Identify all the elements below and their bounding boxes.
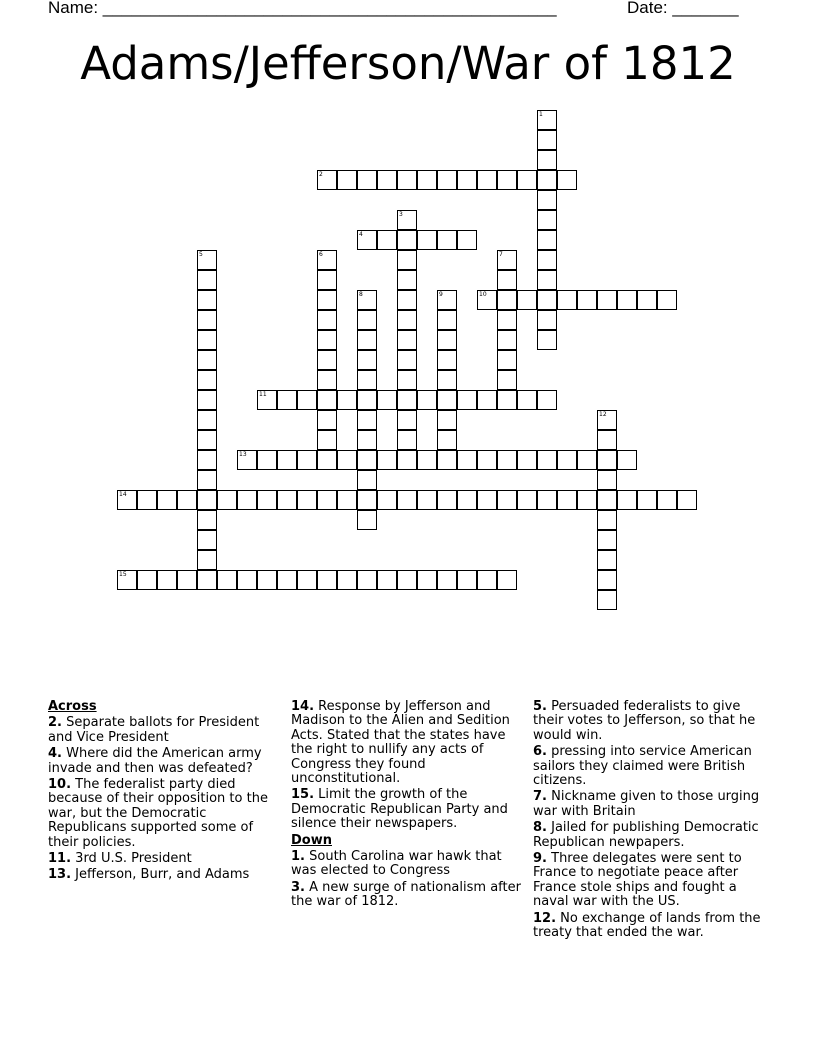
grid-cell[interactable] <box>397 230 417 250</box>
grid-cell[interactable] <box>597 290 617 310</box>
clue-across-15: 15. Limit the growth of the Democratic Republican Party and silence their newspapers. <box>291 787 508 832</box>
grid-cell[interactable] <box>237 490 257 510</box>
clue-number: 14 <box>119 491 127 498</box>
grid-cell[interactable] <box>497 450 517 470</box>
clue-number: 3 <box>399 211 403 218</box>
grid-cell[interactable] <box>497 370 517 390</box>
grid-cell[interactable] <box>537 270 557 290</box>
grid-cell[interactable] <box>497 170 517 190</box>
grid-cell[interactable] <box>457 170 477 190</box>
grid-cell[interactable] <box>537 210 557 230</box>
grid-cell[interactable] <box>377 490 397 510</box>
grid-cell[interactable] <box>317 350 337 370</box>
grid-cell[interactable] <box>397 390 417 410</box>
grid-cell[interactable] <box>357 430 377 450</box>
grid-cell[interactable] <box>477 450 497 470</box>
grid-cell[interactable] <box>437 570 457 590</box>
clue-number: 9 <box>439 291 443 298</box>
grid-cell[interactable] <box>297 490 317 510</box>
grid-cell[interactable] <box>657 290 677 310</box>
grid-cell[interactable] <box>257 490 277 510</box>
grid-cell[interactable] <box>597 550 617 570</box>
grid-cell[interactable] <box>497 270 517 290</box>
grid-cell[interactable] <box>497 570 517 590</box>
clue-number: 4 <box>359 231 363 238</box>
grid-cell[interactable] <box>537 390 557 410</box>
grid-cell[interactable] <box>597 410 617 430</box>
grid-cell[interactable] <box>317 290 337 310</box>
grid-cell[interactable] <box>537 250 557 270</box>
grid-cell[interactable] <box>497 290 517 310</box>
clue-across-2: 2. Separate ballots for President and Vice President <box>48 715 260 745</box>
grid-cell[interactable] <box>577 450 597 470</box>
grid-cell[interactable] <box>437 350 457 370</box>
grid-cell[interactable] <box>597 510 617 530</box>
clue-column-1 <box>48 700 284 885</box>
grid-cell[interactable] <box>237 570 257 590</box>
grid-cell[interactable] <box>157 490 177 510</box>
grid-cell[interactable] <box>357 510 377 530</box>
clue-down-6: 6. pressing into service American sailors they claimed were British citizens. <box>533 744 752 789</box>
grid-cell[interactable] <box>517 450 537 470</box>
grid-cell[interactable] <box>377 170 397 190</box>
grid-cell[interactable] <box>357 410 377 430</box>
grid-cell[interactable] <box>417 450 437 470</box>
clue-down-3: 3. A new surge of nationalism after the war of 1812. <box>291 879 521 910</box>
clue-column-3 <box>533 700 773 943</box>
grid-cell[interactable] <box>397 410 417 430</box>
grid-cell[interactable] <box>157 570 177 590</box>
grid-cell[interactable] <box>197 330 217 350</box>
grid-cell[interactable] <box>397 250 417 270</box>
grid-cell[interactable] <box>397 310 417 330</box>
clue-number: 13 <box>239 451 247 458</box>
grid-cell[interactable] <box>197 570 217 590</box>
clue-across-10: 10. The federalist party died because of their opposition to the war, but the Democratic Republicans supported some of their policies. <box>48 777 268 850</box>
grid-cell[interactable] <box>477 570 497 590</box>
grid-cell[interactable] <box>677 490 697 510</box>
clue-number: 6 <box>319 251 323 258</box>
grid-cell[interactable] <box>357 370 377 390</box>
grid-cell[interactable] <box>177 490 197 510</box>
grid-cell[interactable] <box>617 490 637 510</box>
grid-cell[interactable] <box>557 490 577 510</box>
grid-cell[interactable] <box>297 390 317 410</box>
grid-cell[interactable] <box>217 490 237 510</box>
grid-cell[interactable] <box>437 330 457 350</box>
grid-cell[interactable] <box>537 230 557 250</box>
grid-cell[interactable] <box>397 170 417 190</box>
clue-down-9: 9. Three delegates were sent to France to negotiate peace after France stole ships and fought a naval war with the US. <box>533 851 742 910</box>
grid-cell[interactable] <box>317 410 337 430</box>
date-line: Date: _______ <box>627 0 739 17</box>
grid-cell[interactable] <box>357 390 377 410</box>
clue-across-11: 11. 3rd U.S. President <box>48 851 192 867</box>
name-line: Name: ________________________________________________ <box>48 0 557 17</box>
grid-cell[interactable] <box>577 490 597 510</box>
grid-cell[interactable] <box>657 490 677 510</box>
grid-cell[interactable] <box>437 290 457 310</box>
grid-cell[interactable] <box>517 170 537 190</box>
grid-cell[interactable] <box>497 350 517 370</box>
grid-cell[interactable] <box>457 390 477 410</box>
grid-cell[interactable] <box>357 490 377 510</box>
grid-cell[interactable] <box>417 390 437 410</box>
grid-cell[interactable] <box>197 270 217 290</box>
grid-cell[interactable] <box>337 490 357 510</box>
grid-cell[interactable] <box>537 310 557 330</box>
grid-cell[interactable] <box>197 470 217 490</box>
grid-cell[interactable] <box>497 250 517 270</box>
grid-cell[interactable] <box>437 410 457 430</box>
clue-number: 2 <box>319 171 323 178</box>
grid-cell[interactable] <box>137 490 157 510</box>
page-title: Adams/Jefferson/War of 1812 <box>80 37 736 90</box>
grid-cell[interactable] <box>397 570 417 590</box>
grid-cell[interactable] <box>397 290 417 310</box>
grid-cell[interactable] <box>317 370 337 390</box>
grid-cell[interactable] <box>257 390 277 410</box>
grid-cell[interactable] <box>537 450 557 470</box>
grid-cell[interactable] <box>417 170 437 190</box>
grid-cell[interactable] <box>517 390 537 410</box>
grid-cell[interactable] <box>437 490 457 510</box>
grid-cell[interactable] <box>197 530 217 550</box>
grid-cell[interactable] <box>197 350 217 370</box>
grid-cell[interactable] <box>397 430 417 450</box>
clue-down-12: 12. No exchange of lands from the treaty that ended the war. <box>533 910 761 941</box>
clue-across-13: 13. Jefferson, Burr, and Adams <box>48 867 250 883</box>
grid-cell[interactable] <box>397 330 417 350</box>
clue-number: 5 <box>199 251 203 258</box>
grid-cell[interactable] <box>497 310 517 330</box>
grid-cell[interactable] <box>357 330 377 350</box>
grid-cell[interactable] <box>537 110 557 130</box>
grid-cell[interactable] <box>337 450 357 470</box>
grid-cell[interactable] <box>357 310 377 330</box>
grid-cell[interactable] <box>437 230 457 250</box>
grid-cell[interactable] <box>317 390 337 410</box>
grid-cell[interactable] <box>357 570 377 590</box>
grid-cell[interactable] <box>317 430 337 450</box>
clue-down-1: 1. South Carolina war hawk that was elected to Congress <box>291 849 502 879</box>
grid-cell[interactable] <box>297 570 317 590</box>
grid-cell[interactable] <box>377 390 397 410</box>
grid-cell[interactable] <box>437 450 457 470</box>
grid-cell[interactable] <box>197 450 217 470</box>
grid-cell[interactable] <box>457 450 477 470</box>
grid-cell[interactable] <box>277 390 297 410</box>
grid-cell[interactable] <box>537 330 557 350</box>
grid-cell[interactable] <box>317 250 337 270</box>
grid-cell[interactable] <box>597 570 617 590</box>
grid-cell[interactable] <box>257 450 277 470</box>
grid-cell[interactable] <box>397 490 417 510</box>
grid-cell[interactable] <box>277 490 297 510</box>
grid-cell[interactable] <box>177 570 197 590</box>
clue-number: 10 <box>479 291 487 298</box>
grid-cell[interactable] <box>277 450 297 470</box>
grid-cell[interactable] <box>597 490 617 510</box>
grid-cell[interactable] <box>217 570 237 590</box>
grid-cell[interactable] <box>537 150 557 170</box>
clue-across-4: 4. Where did the American army invade and then was defeated? <box>48 746 262 776</box>
grid-cell[interactable] <box>437 390 457 410</box>
grid-cell[interactable] <box>397 270 417 290</box>
grid-cell[interactable] <box>337 390 357 410</box>
clue-down-7: 7. Nickname given to those urging war with Britain <box>533 789 760 819</box>
clue-down-5: 5. Persuaded federalists to give their votes to Jefferson, so that he would win. <box>533 699 756 743</box>
grid-cell[interactable] <box>437 430 457 450</box>
grid-cell[interactable] <box>477 390 497 410</box>
grid-cell[interactable] <box>137 570 157 590</box>
clue-number: 12 <box>599 411 607 418</box>
grid-cell[interactable] <box>237 450 257 470</box>
clue-number: 7 <box>499 251 503 258</box>
grid-cell[interactable] <box>637 290 657 310</box>
grid-cell[interactable] <box>497 490 517 510</box>
grid-cell[interactable] <box>197 490 217 510</box>
grid-cell[interactable] <box>437 370 457 390</box>
grid-cell[interactable] <box>357 170 377 190</box>
grid-cell[interactable] <box>637 490 657 510</box>
grid-cell[interactable] <box>357 450 377 470</box>
grid-cell[interactable] <box>577 290 597 310</box>
grid-cell[interactable] <box>197 550 217 570</box>
grid-cell[interactable] <box>557 450 577 470</box>
grid-cell[interactable] <box>197 290 217 310</box>
grid-cell[interactable] <box>397 370 417 390</box>
grid-cell[interactable] <box>497 390 517 410</box>
grid-cell[interactable] <box>517 490 537 510</box>
grid-cell[interactable] <box>457 570 477 590</box>
grid-cell[interactable] <box>417 570 437 590</box>
grid-cell[interactable] <box>537 170 557 190</box>
grid-cell[interactable] <box>457 490 477 510</box>
grid-cell[interactable] <box>537 190 557 210</box>
grid-cell[interactable] <box>337 570 357 590</box>
grid-cell[interactable] <box>537 290 557 310</box>
grid-cell[interactable] <box>617 450 637 470</box>
grid-cell[interactable] <box>557 290 577 310</box>
grid-cell[interactable] <box>397 350 417 370</box>
down-heading: Down <box>291 832 332 848</box>
grid-cell[interactable] <box>417 230 437 250</box>
grid-cell[interactable] <box>457 230 477 250</box>
grid-cell[interactable] <box>337 170 357 190</box>
grid-cell[interactable] <box>277 570 297 590</box>
grid-cell[interactable] <box>317 310 337 330</box>
grid-cell[interactable] <box>317 490 337 510</box>
grid-cell[interactable] <box>597 430 617 450</box>
clue-down-8: 8. Jailed for publishing Democratic Republican newpapers. <box>533 820 759 850</box>
grid-cell[interactable] <box>317 570 337 590</box>
clue-number: 1 <box>539 111 543 118</box>
grid-cell[interactable] <box>197 430 217 450</box>
grid-cell[interactable] <box>397 210 417 230</box>
grid-cell[interactable] <box>597 450 617 470</box>
grid-cell[interactable] <box>357 230 377 250</box>
grid-cell[interactable] <box>377 450 397 470</box>
grid-cell[interactable] <box>317 270 337 290</box>
grid-cell[interactable] <box>197 410 217 430</box>
grid-cell[interactable] <box>297 450 317 470</box>
grid-cell[interactable] <box>477 170 497 190</box>
across-heading: Across <box>48 699 97 714</box>
grid-cell[interactable] <box>617 290 637 310</box>
grid-cell[interactable] <box>437 310 457 330</box>
grid-cell[interactable] <box>317 170 337 190</box>
grid-cell[interactable] <box>357 290 377 310</box>
grid-cell[interactable] <box>417 490 437 510</box>
grid-cell[interactable] <box>437 170 457 190</box>
grid-cell[interactable] <box>117 570 137 590</box>
grid-cell[interactable] <box>377 230 397 250</box>
grid-cell[interactable] <box>597 590 617 610</box>
grid-cell[interactable] <box>497 330 517 350</box>
grid-cell[interactable] <box>197 390 217 410</box>
grid-cell[interactable] <box>517 290 537 310</box>
grid-cell[interactable] <box>357 470 377 490</box>
grid-cell[interactable] <box>537 130 557 150</box>
grid-cell[interactable] <box>477 290 497 310</box>
grid-cell[interactable] <box>377 570 397 590</box>
grid-cell[interactable] <box>357 350 377 370</box>
grid-cell[interactable] <box>537 490 557 510</box>
grid-cell[interactable] <box>117 490 137 510</box>
grid-cell[interactable] <box>557 170 577 190</box>
grid-cell[interactable] <box>597 530 617 550</box>
grid-cell[interactable] <box>197 510 217 530</box>
clue-across-14: 14. Response by Jefferson and Madison to the Alien and Sedition Acts. Stated that the states have the right to nullify any acts of Congress they found unconstitutional. <box>291 699 510 787</box>
grid-cell[interactable] <box>257 570 277 590</box>
clue-number: 15 <box>119 571 127 578</box>
grid-cell[interactable] <box>317 450 337 470</box>
grid-cell[interactable] <box>317 330 337 350</box>
clue-column-2 <box>291 700 527 912</box>
clue-number: 11 <box>259 391 267 398</box>
grid-cell[interactable] <box>197 310 217 330</box>
grid-cell[interactable] <box>597 470 617 490</box>
clue-number: 8 <box>359 291 363 298</box>
grid-cell[interactable] <box>197 250 217 270</box>
grid-cell[interactable] <box>397 450 417 470</box>
grid-cell[interactable] <box>197 370 217 390</box>
grid-cell[interactable] <box>477 490 497 510</box>
